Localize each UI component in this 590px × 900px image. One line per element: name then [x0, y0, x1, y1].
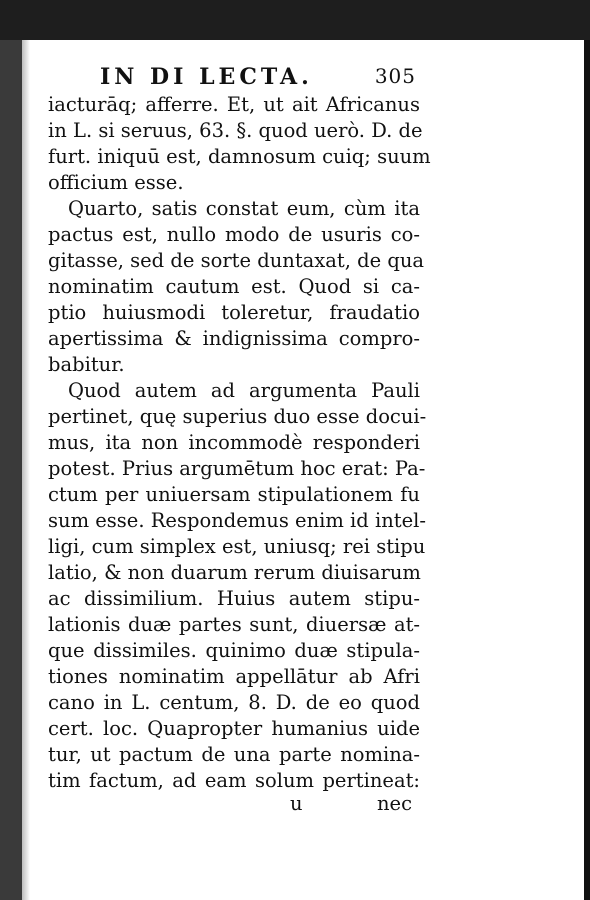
text-line: ligi, cum simplex est, uniusq; rei stipu: [48, 535, 426, 558]
text-line: ptio huiusmodi toleretur, fraudatio: [48, 301, 420, 324]
text-line: cano in L. centum, 8. D. de eo quod: [48, 691, 420, 714]
text-line: ctum per uniuersam stipulationem fu: [48, 483, 420, 506]
text-line: iacturāq; afferre. Et, ut ait Africanus: [48, 93, 420, 116]
text-line: Quod autem ad argumenta Pauli: [68, 379, 420, 402]
page-footer: [290, 792, 412, 815]
text-line: gitasse, sed de sorte duntaxat, de qua: [48, 249, 425, 272]
text-line: latio, & non duarum rerum diuisarum: [48, 561, 421, 584]
text-line: que dissimiles. quinimo duæ stipula-: [48, 639, 420, 662]
text-line: pertinet, quę superius duo esse docui-: [48, 405, 427, 428]
text-line: Quarto, satis constat eum, cùm ita: [68, 197, 420, 220]
text-line: tur, ut pactum de una parte nomina-: [48, 743, 420, 766]
text-line: sum esse. Respondemus enim id intel-: [48, 509, 426, 532]
gutter-shadow: [22, 40, 30, 900]
text-line: ac dissimilium. Huius autem stipu-: [48, 587, 420, 610]
facing-page-edge: [0, 40, 22, 900]
text-line: nominatim cautum est. Quod si ca-: [48, 275, 420, 298]
text-line: furt. iniquū est, damnosum cuiq; suum: [48, 145, 431, 168]
text-line: mus, ita non incommodè responderi: [48, 431, 420, 454]
body-text: [48, 92, 431, 794]
text-line: potest. Prius argumētum hoc erat: Pa-: [48, 457, 426, 480]
text-line: in L. si seruus, 63. §. quod uerò. D. de: [48, 119, 423, 142]
text-line: babitur.: [48, 353, 125, 376]
text-line: cert. loc. Quapropter humanius uide: [48, 717, 420, 740]
text-line: apertissima & indignissima compro-: [48, 327, 420, 350]
text-line: officium esse.: [48, 171, 184, 194]
text-line: lationis duæ partes sunt, diuersæ at-: [48, 613, 420, 636]
running-head: IN DI LECTA.: [100, 64, 313, 90]
catchword: nec: [376, 792, 412, 815]
signature-mark: u: [290, 792, 303, 815]
text-line: tim factum, ad eam solum pertineat:: [48, 769, 420, 792]
page-header: [78, 64, 416, 94]
page-number: 305: [374, 64, 416, 88]
scan-border-right: [584, 40, 590, 900]
text-line: pactus est, nullo modo de usuris co-: [48, 223, 420, 246]
text-line: tiones nominatim appellātur ab Afri: [48, 665, 420, 688]
